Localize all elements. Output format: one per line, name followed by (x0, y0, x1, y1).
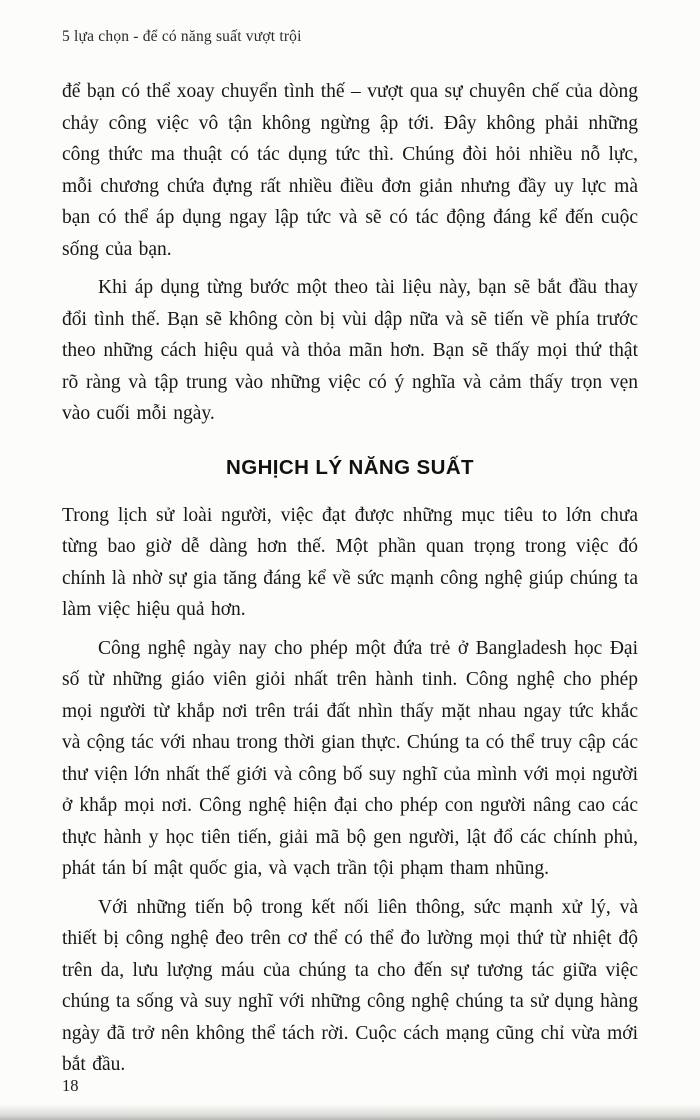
section-heading: NGHỊCH LÝ NĂNG SUẤT (226, 455, 474, 479)
running-header: 5 lựa chọn - để có năng suất vượt trội (62, 28, 302, 45)
page-body (62, 76, 638, 1081)
paragraph: Với những tiến bộ trong kết nối liên thông, sức mạnh xử lý, và thiết bị công nghệ đeo trên cơ thể có thể đo lường mọi thứ từ nhiệt độ trên da, lưu lượng máu của chúng ta cho đến sự tương tác giữa việc chúng ta sống và suy nghĩ với những công nghệ chúng ta sử dụng hàng ngày đã trở nên không thể tách rời. Cuộc cách mạng cũng chỉ vừa mới bắt đầu. (62, 896, 638, 1075)
paragraph-continuation: để bạn có thể xoay chuyển tình thế – vượt qua sự chuyên chế của dòng chảy công việc vô tận không ngừng ập tới. Đây không phải những công thức ma thuật có tác dụng tức thì. Chúng đòi hỏi nhiều nỗ lực, mỗi chương chứa đựng rất nhiều điều đơn giản nhưng đầy uy lực mà bạn có thể áp dụng ngay lập tức và sẽ có tác động đáng kể đến cuộc sống của bạn. (62, 81, 638, 260)
paragraph: Công nghệ ngày nay cho phép một đứa trẻ ở Bangladesh học Đại số từ những giáo viên giỏi nhất trên hành tinh. Công nghệ cho phép mọi người từ khắp nơi trên trái đất nhìn thấy mặt nhau ngay tức khắc và cộng tác với nhau trong thời gian thực. Chúng ta có thể truy cập các thư viện lớn nhất thế giới và công bố suy nghĩ của mình với mọi người ở khắp mọi nơi. Công nghệ hiện đại cho phép con người nâng cao các thực hành y học tiên tiến, giải mã bộ gen người, lật đổ các chính phủ, phát tán bí mật quốc gia, và vạch trần tội phạm tham nhũng. (62, 637, 638, 879)
page-number: 18 (62, 1076, 79, 1095)
paragraph: Khi áp dụng từng bước một theo tài liệu này, bạn sẽ bắt đầu thay đổi tình thế. Bạn sẽ không còn bị vùi dập nữa và sẽ tiến về phía trước theo những cách hiệu quả và thỏa mãn hơn. Bạn sẽ thấy mọi thứ thật rõ ràng và tập trung vào những việc có ý nghĩa và cảm thấy trọn vẹn vào cuối mỗi ngày. (62, 277, 638, 424)
paragraph: Trong lịch sử loài người, việc đạt được những mục tiêu to lớn chưa từng bao giờ dễ dàng hơn thế. Một phần quan trọng trong việc đó chính là nhờ sự gia tăng đáng kể về sức mạnh công nghệ giúp chúng ta làm việc hiệu quả hơn. (62, 504, 638, 620)
